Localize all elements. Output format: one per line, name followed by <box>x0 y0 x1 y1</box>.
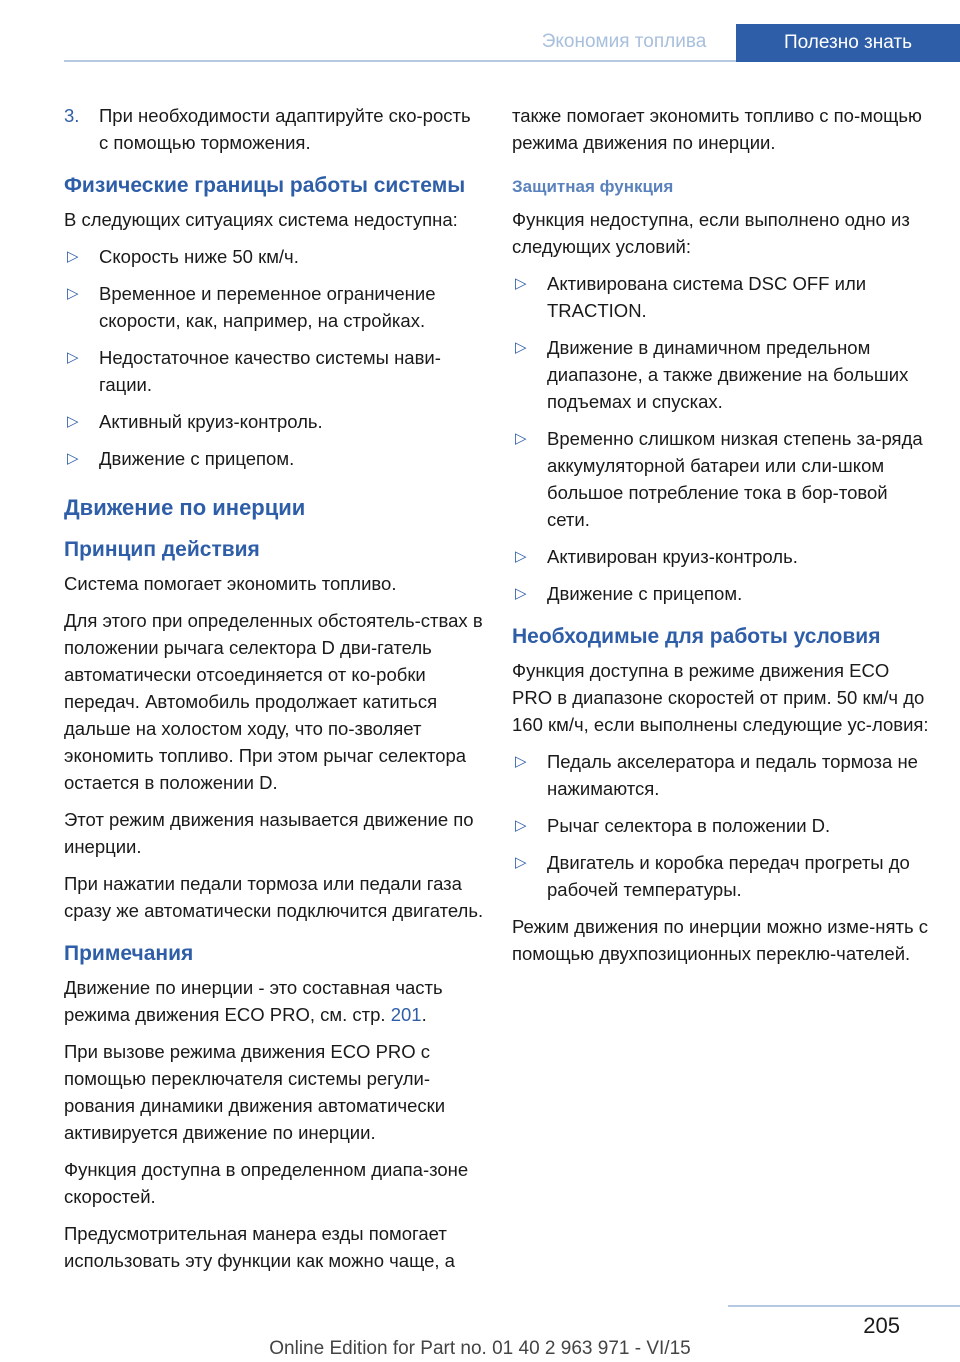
principle-paragraph-1: Система помогает экономить топливо. <box>64 573 397 594</box>
page-number: 205 <box>863 1313 900 1338</box>
notes-paragraph-3: Функция доступна в определенном диапа-зоне скоростей. <box>64 1159 469 1207</box>
triangle-bullet-icon: ▷ <box>515 817 527 834</box>
triangle-bullet-icon: ▷ <box>515 548 527 565</box>
footer-rule <box>728 1305 960 1307</box>
list-item: ▷ Недостаточное качество системы нави-гации. <box>64 344 484 398</box>
triangle-bullet-icon: ▷ <box>67 450 79 467</box>
triangle-bullet-icon: ▷ <box>515 275 527 292</box>
left-column <box>64 102 484 1284</box>
limits-heading: Физические границы работы системы <box>64 174 466 197</box>
list-item: ▷ Рычаг селектора в положении D. <box>512 812 932 839</box>
list-item: ▷ Скорость ниже 50 км/ч. <box>64 243 484 270</box>
list-item: ▷ Движение в динамичном предельном диапазоне, а также движение на больших подъемах и спусках. <box>512 334 932 415</box>
list-item: ▷ Активирован круиз-контроль. <box>512 543 932 570</box>
conditions-paragraph: Режим движения по инерции можно изме-нять с помощью двухпозиционных переклю-чателей. <box>512 916 929 964</box>
triangle-bullet-icon: ▷ <box>515 339 527 356</box>
header-section-tab[interactable]: Экономия топлива <box>541 31 707 52</box>
protect-intro: Функция недоступна, если выполнено одно из следующих условий: <box>512 209 910 257</box>
list-item: ▷ Двигатель и коробка передач прогреты до рабочей температуры. <box>512 849 932 903</box>
continued-paragraph: также помогает экономить топливо с по-мощью режима движения по инерции. <box>512 105 922 153</box>
triangle-bullet-icon: ▷ <box>67 349 79 366</box>
principle-paragraph-2: Для этого при определенных обстоятель-ствах в положении рычага селектора D дви-гатель автоматически отсоединяется от ко-робки передач. Автомобиль продолжает катиться дальше на холостом ходу, что по-зволяет экономить топливо. При этом рычаг селектора остается в положении D. <box>64 610 483 793</box>
list-item: ▷ Педаль акселератора и педаль тормоза не нажимаются. <box>512 748 932 802</box>
triangle-bullet-icon: ▷ <box>515 585 527 602</box>
triangle-bullet-icon: ▷ <box>515 854 527 871</box>
list-item: ▷ Активирована система DSC OFF или TRACTION. <box>512 270 932 324</box>
step-text: При необходимости адаптируйте ско-рость с помощью торможения. <box>99 105 471 153</box>
footer-edition: Online Edition for Part no. 01 40 2 963 971 - VI/15 <box>269 1338 691 1359</box>
triangle-bullet-icon: ▷ <box>515 430 527 447</box>
conditions-heading: Необходимые для работы условия <box>512 625 881 648</box>
step-3 <box>64 102 484 156</box>
conditions-intro: Функция доступна в режиме движения ECO PRO в диапазоне скоростей от прим. 50 км/ч до 160 км/ч, если выполнены следующие ус-ловия: <box>512 660 929 735</box>
principle-paragraph-4: При нажатии педали тормоза или педали газа сразу же автоматически подключится двигатель. <box>64 873 484 921</box>
triangle-bullet-icon: ▷ <box>515 753 527 770</box>
notes-heading: Примечания <box>64 942 194 965</box>
principle-heading: Принцип действия <box>64 538 260 561</box>
right-column <box>512 102 932 977</box>
page-link[interactable]: 201 <box>390 1004 422 1025</box>
triangle-bullet-icon: ▷ <box>67 413 79 430</box>
notes-paragraph-4: Предусмотрительная манера езды помогает использовать эту функции как можно чаще, а <box>64 1223 455 1271</box>
list-item: ▷ Движение с прицепом. <box>64 445 484 472</box>
list-item: ▷ Движение с прицепом. <box>512 580 932 607</box>
header-chapter-tab[interactable]: Полезно знать <box>736 24 960 62</box>
list-item: ▷ Активный круиз-контроль. <box>64 408 484 435</box>
step-number: 3. <box>64 105 80 126</box>
triangle-bullet-icon: ▷ <box>67 248 79 265</box>
protect-heading: Защитная функция <box>512 177 674 196</box>
notes-paragraph-2: При вызове режима движения ECO PRO с помощью переключателя системы регули-рования динамики движения автоматически активируется движение по инерции. <box>64 1041 446 1143</box>
coast-heading: Движение по инерции <box>64 495 306 520</box>
triangle-bullet-icon: ▷ <box>67 285 79 302</box>
principle-paragraph-3: Этот режим движения называется движение по инерции. <box>64 809 474 857</box>
notes-paragraph-1: Движение по инерции - это составная часть режима движения ECO PRO, см. стр. 201. <box>64 977 443 1025</box>
list-item: ▷ Временно слишком низкая степень за-ряда аккумуляторной батареи или сли-шком большое потребление тока в бор-товой сети. <box>512 425 932 533</box>
limits-intro: В следующих ситуациях система недоступна: <box>64 209 458 230</box>
list-item: ▷ Временное и переменное ограничение скорости, как, например, на стройках. <box>64 280 484 334</box>
